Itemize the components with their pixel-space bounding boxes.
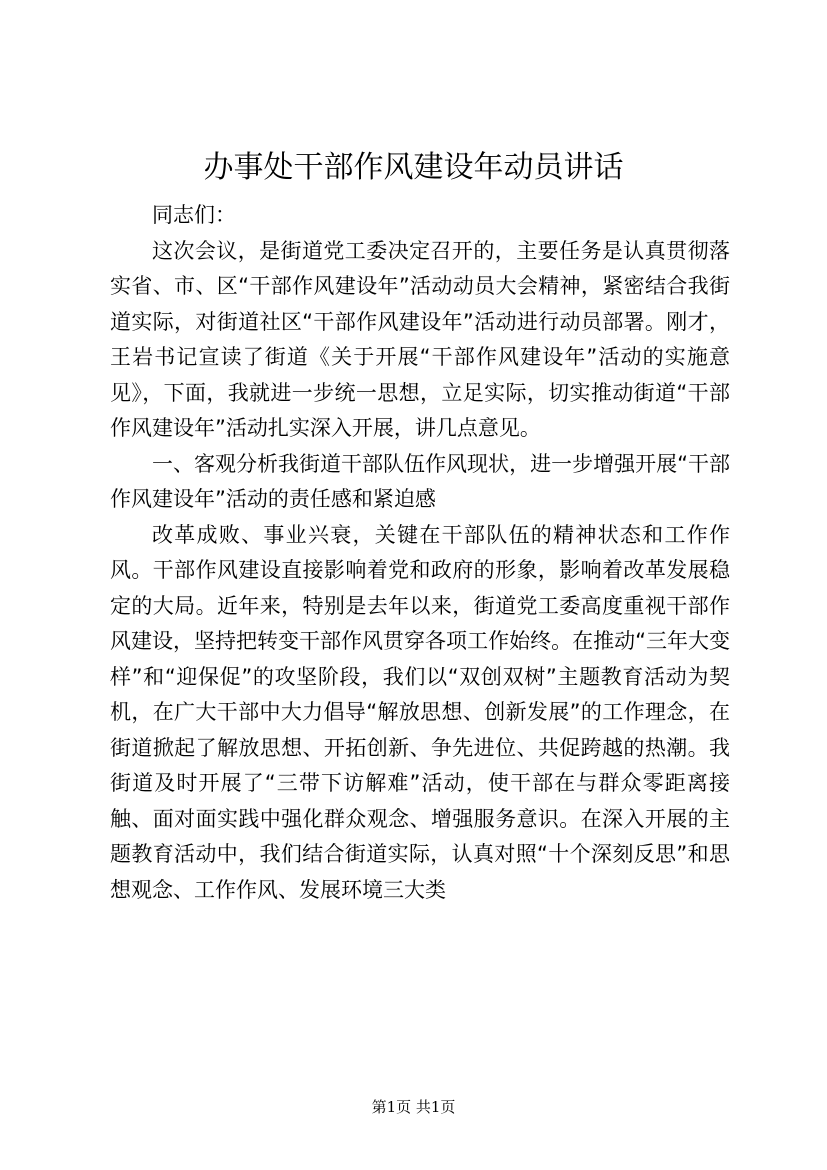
document-title: 办事处干部作风建设年动员讲话 — [203, 150, 624, 185]
page-footer: 第1页 共1页 — [371, 1098, 456, 1116]
section-heading: 一、客观分析我街道干部队伍作风现状，进一步增强开展“干部作风建设年”活动的责任感和紧迫感 — [110, 451, 730, 511]
salutation: 同志们： — [152, 203, 236, 227]
paragraph-intro: 这次会议，是街道党工委决定召开的，主要任务是认真贯彻落实省、市、区“干部作风建设年”活动动员大会精神，紧密结合我街道实际，对街道社区“干部作风建设年”活动进行动员部署。刚才，王岩书记宣读了街道《关于开展“干部作风建设年”活动的实施意见》，下面，我就进一步统一思想，立足实际，切实推动街道“干部作风建设年”活动扎实深入开展，讲几点意见。 — [110, 238, 730, 440]
paragraph-analysis: 改革成败、事业兴衰，关键在干部队伍的精神状态和工作作风。干部作风建设直接影响着党和政府的形象，影响着改革发展稳定的大局。近年来，特别是去年以来，街道党工委高度重视干部作风建设，坚持把转变干部作风贯穿各项工作始终。在推动“三年大变样”和“迎保促”的攻坚阶段，我们以“双创双树”主题教育活动为契机，在广大干部中大力倡导“解放思想、创新发展”的工作理念，在街道掀起了解放思想、开拓创新、争先进位、共促跨越的热潮。我街道及时开展了“三带下访解难”活动，使干部在与群众零距离接触、面对面实践中强化群众观念、增强服务意识。在深入开展的主题教育活动中，我们结合街道实际，认真对照“十个深刻反思”和思想观念、工作作风、发展环境三大类 — [110, 522, 730, 902]
document-body — [110, 198, 730, 908]
